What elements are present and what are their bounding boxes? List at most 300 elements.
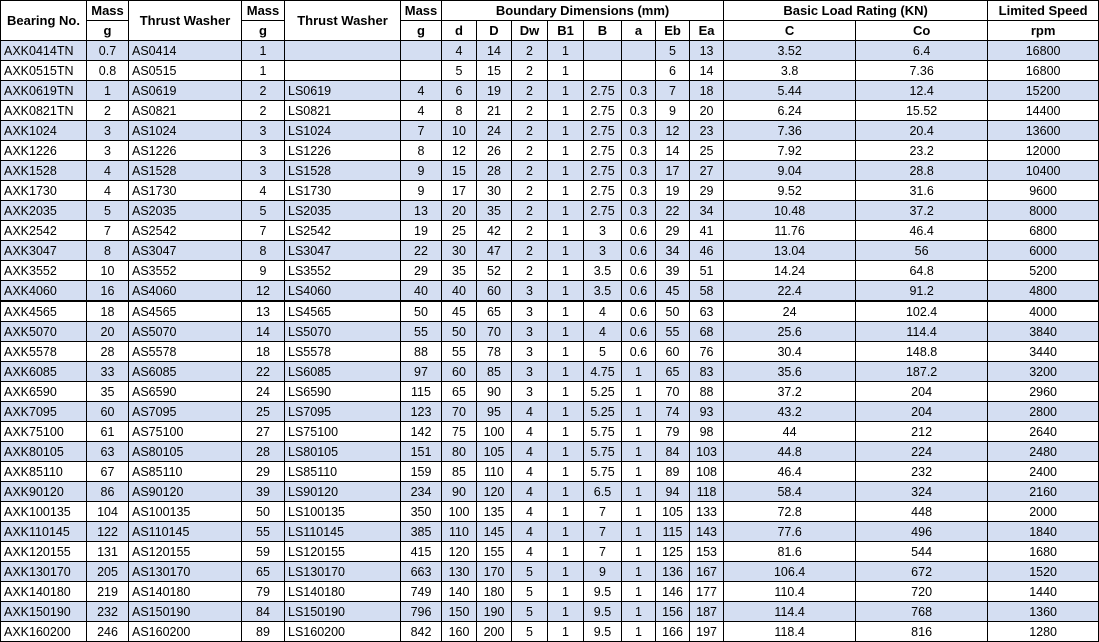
cell-dim-D: 90 (477, 382, 512, 402)
cell-bearing-no: AXK1528 (1, 161, 87, 181)
cell-thrust-washer: AS1024 (129, 121, 242, 141)
cell-load-C: 10.48 (724, 201, 856, 221)
cell-dim-d: 70 (442, 402, 477, 422)
cell-dim-a: 0.6 (622, 342, 656, 362)
cell-dim-a: 1 (622, 582, 656, 602)
header-mass-3-unit: g (401, 21, 442, 41)
cell-dim-B: 5.75 (584, 462, 622, 482)
cell-thrust-washer: AS140180 (129, 582, 242, 602)
cell-washer-mass: 2 (242, 81, 285, 101)
cell-dim-B: 7 (584, 542, 622, 562)
cell-thrust-washer-2: LS75100 (285, 422, 401, 442)
table-row (1, 161, 1099, 181)
cell-dim-Dw: 3 (512, 322, 548, 342)
header-mass-3: Mass (401, 1, 442, 21)
cell-limited-speed: 2640 (988, 422, 1099, 442)
cell-dim-B: 5.75 (584, 442, 622, 462)
table-row (1, 61, 1099, 81)
cell-thrust-washer: AS100135 (129, 502, 242, 522)
cell-thrust-washer-2: LS3047 (285, 241, 401, 261)
cell-mass: 20 (87, 322, 129, 342)
cell-dim-B1: 1 (548, 402, 584, 422)
cell-thrust-washer-2: LS6085 (285, 362, 401, 382)
header-washer-mass-unit: g (242, 21, 285, 41)
cell-dim-B: 2.75 (584, 181, 622, 201)
cell-mass-3: 842 (401, 622, 442, 642)
cell-limited-speed: 1680 (988, 542, 1099, 562)
cell-bearing-no: AXK160200 (1, 622, 87, 642)
cell-load-Co: 6.4 (856, 41, 988, 61)
cell-mass: 219 (87, 582, 129, 602)
cell-washer-mass: 55 (242, 522, 285, 542)
table-row (1, 301, 1099, 322)
cell-dim-a: 1 (622, 622, 656, 642)
table-row (1, 241, 1099, 261)
cell-dim-B: 9 (584, 562, 622, 582)
cell-dim-Ea: 93 (690, 402, 724, 422)
cell-dim-d: 8 (442, 101, 477, 121)
cell-dim-B1: 1 (548, 482, 584, 502)
cell-mass-3: 9 (401, 181, 442, 201)
cell-dim-Dw: 5 (512, 622, 548, 642)
cell-mass: 61 (87, 422, 129, 442)
cell-dim-Dw: 2 (512, 61, 548, 81)
cell-mass-3: 234 (401, 482, 442, 502)
cell-thrust-washer: AS7095 (129, 402, 242, 422)
cell-dim-Eb: 94 (656, 482, 690, 502)
cell-dim-B: 3.5 (584, 261, 622, 281)
cell-limited-speed: 6000 (988, 241, 1099, 261)
cell-bearing-no: AXK140180 (1, 582, 87, 602)
cell-dim-Ea: 143 (690, 522, 724, 542)
cell-thrust-washer: AS110145 (129, 522, 242, 542)
cell-dim-B1: 1 (548, 582, 584, 602)
cell-dim-a: 1 (622, 482, 656, 502)
cell-dim-Eb: 166 (656, 622, 690, 642)
cell-mass: 33 (87, 362, 129, 382)
cell-bearing-no: AXK5578 (1, 342, 87, 362)
cell-load-C: 30.4 (724, 342, 856, 362)
cell-dim-B: 2.75 (584, 201, 622, 221)
cell-dim-Eb: 146 (656, 582, 690, 602)
cell-load-C: 5.44 (724, 81, 856, 101)
cell-mass-3 (401, 41, 442, 61)
cell-mass: 7 (87, 221, 129, 241)
header-dim-D: D (477, 21, 512, 41)
cell-washer-mass: 50 (242, 502, 285, 522)
cell-dim-B1: 1 (548, 422, 584, 442)
header-dim-Ea: Ea (690, 21, 724, 41)
cell-load-C: 9.52 (724, 181, 856, 201)
cell-dim-Ea: 88 (690, 382, 724, 402)
header-limited-speed: Limited Speed (988, 1, 1099, 21)
cell-load-C: 114.4 (724, 602, 856, 622)
cell-bearing-no: AXK1024 (1, 121, 87, 141)
cell-dim-Ea: 118 (690, 482, 724, 502)
cell-limited-speed: 6800 (988, 221, 1099, 241)
cell-washer-mass: 59 (242, 542, 285, 562)
cell-thrust-washer: AS6590 (129, 382, 242, 402)
cell-thrust-washer: AS6085 (129, 362, 242, 382)
cell-washer-mass: 12 (242, 281, 285, 302)
header-bearing-no: Bearing No. (1, 1, 87, 41)
cell-bearing-no: AXK130170 (1, 562, 87, 582)
cell-load-Co: 102.4 (856, 301, 988, 322)
cell-limited-speed: 3440 (988, 342, 1099, 362)
cell-dim-Eb: 105 (656, 502, 690, 522)
table-row (1, 442, 1099, 462)
cell-washer-mass: 29 (242, 462, 285, 482)
cell-dim-Ea: 41 (690, 221, 724, 241)
cell-washer-mass: 89 (242, 622, 285, 642)
cell-load-Co: 37.2 (856, 201, 988, 221)
cell-dim-B: 6.5 (584, 482, 622, 502)
cell-thrust-washer: AS85110 (129, 462, 242, 482)
cell-dim-B: 5 (584, 342, 622, 362)
cell-dim-d: 12 (442, 141, 477, 161)
cell-washer-mass: 22 (242, 362, 285, 382)
table-row (1, 542, 1099, 562)
cell-dim-d: 15 (442, 161, 477, 181)
cell-limited-speed: 1520 (988, 562, 1099, 582)
cell-bearing-no: AXK3552 (1, 261, 87, 281)
cell-thrust-washer: AS120155 (129, 542, 242, 562)
cell-dim-d: 10 (442, 121, 477, 141)
cell-thrust-washer: AS5578 (129, 342, 242, 362)
cell-dim-Eb: 50 (656, 301, 690, 322)
cell-dim-Dw: 2 (512, 161, 548, 181)
cell-thrust-washer-2: LS7095 (285, 402, 401, 422)
cell-load-C: 37.2 (724, 382, 856, 402)
cell-thrust-washer: AS150190 (129, 602, 242, 622)
cell-thrust-washer-2: LS140180 (285, 582, 401, 602)
cell-washer-mass: 39 (242, 482, 285, 502)
cell-dim-Dw: 2 (512, 121, 548, 141)
cell-load-Co: 15.52 (856, 101, 988, 121)
cell-dim-Dw: 2 (512, 101, 548, 121)
cell-dim-Dw: 4 (512, 482, 548, 502)
cell-dim-Ea: 51 (690, 261, 724, 281)
cell-dim-D: 200 (477, 622, 512, 642)
cell-dim-a: 0.6 (622, 261, 656, 281)
cell-limited-speed: 2960 (988, 382, 1099, 402)
cell-thrust-washer-2: LS5578 (285, 342, 401, 362)
cell-dim-d: 110 (442, 522, 477, 542)
cell-dim-D: 85 (477, 362, 512, 382)
cell-thrust-washer: AS1226 (129, 141, 242, 161)
cell-dim-d: 75 (442, 422, 477, 442)
table-row (1, 462, 1099, 482)
cell-dim-Ea: 63 (690, 301, 724, 322)
cell-washer-mass: 25 (242, 402, 285, 422)
cell-dim-Eb: 17 (656, 161, 690, 181)
cell-dim-Eb: 7 (656, 81, 690, 101)
cell-dim-a: 1 (622, 422, 656, 442)
cell-dim-B1: 1 (548, 241, 584, 261)
cell-dim-B1: 1 (548, 442, 584, 462)
cell-bearing-no: AXK80105 (1, 442, 87, 462)
cell-mass-3: 40 (401, 281, 442, 302)
cell-dim-D: 26 (477, 141, 512, 161)
cell-dim-Eb: 60 (656, 342, 690, 362)
cell-dim-a (622, 41, 656, 61)
cell-dim-d: 35 (442, 261, 477, 281)
cell-bearing-no: AXK150190 (1, 602, 87, 622)
cell-dim-B1: 1 (548, 322, 584, 342)
cell-mass-3: 142 (401, 422, 442, 442)
cell-mass: 16 (87, 281, 129, 302)
header-speed-unit: rpm (988, 21, 1099, 41)
cell-dim-D: 30 (477, 181, 512, 201)
cell-mass: 1 (87, 81, 129, 101)
cell-dim-B: 9.5 (584, 582, 622, 602)
cell-load-Co: 64.8 (856, 261, 988, 281)
cell-thrust-washer-2: LS80105 (285, 442, 401, 462)
cell-dim-a: 0.3 (622, 141, 656, 161)
cell-dim-B1: 1 (548, 261, 584, 281)
cell-dim-Eb: 29 (656, 221, 690, 241)
cell-dim-d: 17 (442, 181, 477, 201)
cell-dim-Ea: 20 (690, 101, 724, 121)
cell-washer-mass: 13 (242, 301, 285, 322)
cell-dim-Dw: 2 (512, 141, 548, 161)
cell-dim-a: 1 (622, 382, 656, 402)
cell-washer-mass: 8 (242, 241, 285, 261)
cell-dim-a (622, 61, 656, 81)
cell-dim-Dw: 4 (512, 462, 548, 482)
cell-mass: 4 (87, 161, 129, 181)
cell-dim-Ea: 133 (690, 502, 724, 522)
cell-dim-a: 0.6 (622, 221, 656, 241)
cell-load-C: 13.04 (724, 241, 856, 261)
cell-dim-a: 1 (622, 542, 656, 562)
cell-dim-B1: 1 (548, 221, 584, 241)
cell-dim-a: 0.6 (622, 281, 656, 302)
cell-dim-Ea: 108 (690, 462, 724, 482)
cell-mass: 205 (87, 562, 129, 582)
cell-mass-3: 97 (401, 362, 442, 382)
cell-load-C: 3.52 (724, 41, 856, 61)
cell-load-Co: 768 (856, 602, 988, 622)
cell-bearing-no: AXK2542 (1, 221, 87, 241)
cell-load-Co: 204 (856, 402, 988, 422)
cell-dim-Dw: 2 (512, 81, 548, 101)
cell-dim-B1: 1 (548, 362, 584, 382)
cell-limited-speed: 4800 (988, 281, 1099, 302)
cell-load-C: 7.92 (724, 141, 856, 161)
cell-load-C: 11.76 (724, 221, 856, 241)
cell-dim-B1: 1 (548, 41, 584, 61)
cell-mass: 3 (87, 141, 129, 161)
cell-bearing-no: AXK3047 (1, 241, 87, 261)
cell-thrust-washer: AS4565 (129, 301, 242, 322)
cell-thrust-washer-2: LS0821 (285, 101, 401, 121)
cell-mass: 86 (87, 482, 129, 502)
table-row (1, 221, 1099, 241)
cell-washer-mass: 79 (242, 582, 285, 602)
cell-dim-d: 80 (442, 442, 477, 462)
cell-load-Co: 46.4 (856, 221, 988, 241)
cell-limited-speed: 16800 (988, 61, 1099, 81)
cell-bearing-no: AXK0414TN (1, 41, 87, 61)
cell-dim-Eb: 70 (656, 382, 690, 402)
cell-dim-d: 4 (442, 41, 477, 61)
cell-dim-d: 5 (442, 61, 477, 81)
cell-thrust-washer-2: LS1226 (285, 141, 401, 161)
cell-limited-speed: 13600 (988, 121, 1099, 141)
cell-load-Co: 212 (856, 422, 988, 442)
cell-dim-D: 15 (477, 61, 512, 81)
cell-dim-Eb: 14 (656, 141, 690, 161)
cell-dim-D: 180 (477, 582, 512, 602)
cell-dim-a: 1 (622, 402, 656, 422)
cell-dim-Ea: 18 (690, 81, 724, 101)
cell-dim-Eb: 65 (656, 362, 690, 382)
cell-dim-Dw: 2 (512, 181, 548, 201)
header-mass: Mass (87, 1, 129, 21)
cell-load-Co: 12.4 (856, 81, 988, 101)
header-basic-load-rating: Basic Load Rating (KN) (724, 1, 988, 21)
cell-load-Co: 816 (856, 622, 988, 642)
cell-mass-3: 19 (401, 221, 442, 241)
cell-dim-B1: 1 (548, 141, 584, 161)
cell-load-Co: 544 (856, 542, 988, 562)
cell-dim-d: 20 (442, 201, 477, 221)
cell-dim-B: 3.5 (584, 281, 622, 302)
cell-dim-Eb: 74 (656, 402, 690, 422)
cell-dim-D: 14 (477, 41, 512, 61)
cell-dim-Ea: 197 (690, 622, 724, 642)
header-washer-mass: Mass (242, 1, 285, 21)
cell-thrust-washer: AS90120 (129, 482, 242, 502)
cell-dim-Eb: 39 (656, 261, 690, 281)
cell-dim-Dw: 4 (512, 442, 548, 462)
cell-load-C: 44.8 (724, 442, 856, 462)
cell-dim-Ea: 153 (690, 542, 724, 562)
cell-thrust-washer: AS75100 (129, 422, 242, 442)
cell-dim-d: 100 (442, 502, 477, 522)
cell-load-C: 22.4 (724, 281, 856, 302)
cell-dim-a: 0.3 (622, 181, 656, 201)
cell-dim-Dw: 2 (512, 221, 548, 241)
cell-dim-B1: 1 (548, 201, 584, 221)
cell-thrust-washer: AS3552 (129, 261, 242, 281)
header-dim-a: a (622, 21, 656, 41)
cell-dim-B (584, 41, 622, 61)
cell-limited-speed: 2000 (988, 502, 1099, 522)
cell-dim-B: 4 (584, 301, 622, 322)
cell-thrust-washer-2 (285, 61, 401, 81)
cell-dim-d: 130 (442, 562, 477, 582)
cell-dim-d: 120 (442, 542, 477, 562)
cell-dim-D: 19 (477, 81, 512, 101)
cell-thrust-washer-2: LS85110 (285, 462, 401, 482)
cell-dim-Dw: 3 (512, 301, 548, 322)
table-row (1, 261, 1099, 281)
table-row (1, 101, 1099, 121)
cell-washer-mass: 18 (242, 342, 285, 362)
cell-dim-a: 0.6 (622, 301, 656, 322)
cell-thrust-washer-2: LS0619 (285, 81, 401, 101)
table-row (1, 382, 1099, 402)
cell-dim-B1: 1 (548, 522, 584, 542)
cell-load-C: 7.36 (724, 121, 856, 141)
header-dim-Dw: Dw (512, 21, 548, 41)
cell-dim-B: 2.75 (584, 161, 622, 181)
cell-dim-d: 45 (442, 301, 477, 322)
cell-bearing-no: AXK5070 (1, 322, 87, 342)
cell-mass-3: 50 (401, 301, 442, 322)
cell-thrust-washer-2: LS6590 (285, 382, 401, 402)
cell-dim-D: 100 (477, 422, 512, 442)
cell-dim-a: 1 (622, 362, 656, 382)
table-row (1, 482, 1099, 502)
cell-dim-D: 145 (477, 522, 512, 542)
cell-mass: 60 (87, 402, 129, 422)
cell-mass-3: 749 (401, 582, 442, 602)
cell-dim-a: 1 (622, 502, 656, 522)
cell-washer-mass: 28 (242, 442, 285, 462)
cell-thrust-washer: AS2542 (129, 221, 242, 241)
cell-dim-a: 1 (622, 462, 656, 482)
cell-limited-speed: 4000 (988, 301, 1099, 322)
cell-load-Co: 56 (856, 241, 988, 261)
cell-limited-speed: 10400 (988, 161, 1099, 181)
cell-washer-mass: 2 (242, 101, 285, 121)
cell-dim-D: 60 (477, 281, 512, 302)
cell-dim-Ea: 29 (690, 181, 724, 201)
cell-limited-speed: 5200 (988, 261, 1099, 281)
header-dim-B: B (584, 21, 622, 41)
cell-bearing-no: AXK6590 (1, 382, 87, 402)
cell-mass-3: 415 (401, 542, 442, 562)
cell-load-C: 118.4 (724, 622, 856, 642)
cell-dim-d: 25 (442, 221, 477, 241)
cell-dim-B1: 1 (548, 602, 584, 622)
cell-bearing-no: AXK1730 (1, 181, 87, 201)
cell-thrust-washer: AS2035 (129, 201, 242, 221)
cell-dim-Eb: 12 (656, 121, 690, 141)
cell-mass-3: 29 (401, 261, 442, 281)
cell-dim-a: 0.3 (622, 121, 656, 141)
cell-washer-mass: 5 (242, 201, 285, 221)
table-row (1, 622, 1099, 642)
cell-washer-mass: 1 (242, 61, 285, 81)
cell-thrust-washer: AS0619 (129, 81, 242, 101)
cell-thrust-washer: AS3047 (129, 241, 242, 261)
cell-load-C: 58.4 (724, 482, 856, 502)
cell-dim-Eb: 9 (656, 101, 690, 121)
cell-dim-D: 120 (477, 482, 512, 502)
cell-limited-speed: 2800 (988, 402, 1099, 422)
cell-dim-D: 47 (477, 241, 512, 261)
cell-bearing-no: AXK120155 (1, 542, 87, 562)
cell-load-Co: 114.4 (856, 322, 988, 342)
cell-dim-B (584, 61, 622, 81)
cell-mass-3 (401, 61, 442, 81)
cell-bearing-no: AXK7095 (1, 402, 87, 422)
cell-mass: 8 (87, 241, 129, 261)
cell-washer-mass: 3 (242, 161, 285, 181)
cell-dim-d: 150 (442, 602, 477, 622)
cell-load-Co: 91.2 (856, 281, 988, 302)
cell-thrust-washer-2: LS90120 (285, 482, 401, 502)
cell-dim-Dw: 3 (512, 281, 548, 302)
cell-load-Co: 23.2 (856, 141, 988, 161)
cell-dim-Dw: 5 (512, 562, 548, 582)
cell-mass: 5 (87, 201, 129, 221)
table-row (1, 582, 1099, 602)
